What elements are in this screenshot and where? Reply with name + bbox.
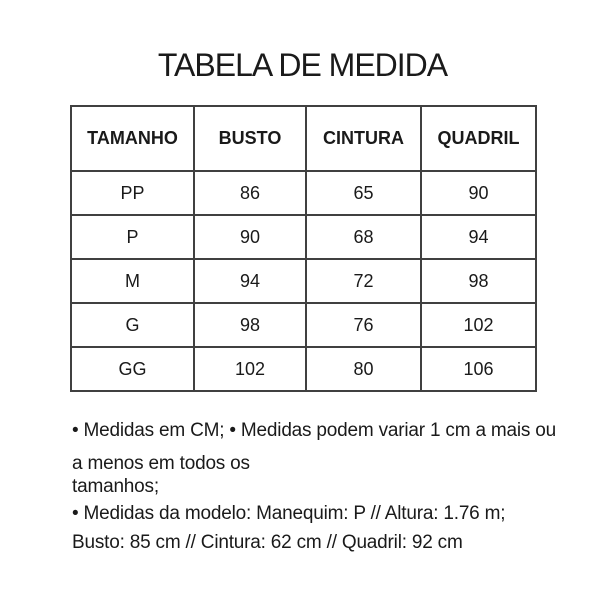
cell-cintura: 80 bbox=[306, 347, 421, 391]
header-busto: BUSTO bbox=[194, 106, 306, 171]
cell-cintura: 72 bbox=[306, 259, 421, 303]
table-row-p bbox=[71, 215, 536, 259]
header-cintura: CINTURA bbox=[306, 106, 421, 171]
page-title: TABELA DE MEDIDA bbox=[157, 47, 448, 83]
cell-busto: 94 bbox=[194, 259, 306, 303]
note-line-5: Busto: 85 cm // Cintura: 62 cm // Quadril: 92 cm bbox=[72, 532, 463, 553]
cell-cintura: 68 bbox=[306, 215, 421, 259]
cell-tamanho: G bbox=[71, 303, 194, 347]
cell-tamanho: M bbox=[71, 259, 194, 303]
cell-busto: 102 bbox=[194, 347, 306, 391]
cell-cintura: 76 bbox=[306, 303, 421, 347]
cell-quadril: 90 bbox=[421, 171, 536, 215]
cell-cintura: 65 bbox=[306, 171, 421, 215]
cell-tamanho: PP bbox=[71, 171, 194, 215]
note-line-2: a menos em todos os bbox=[72, 453, 250, 474]
header-quadril: QUADRIL bbox=[421, 106, 536, 171]
cell-busto: 86 bbox=[194, 171, 306, 215]
cell-quadril: 94 bbox=[421, 215, 536, 259]
cell-quadril: 98 bbox=[421, 259, 536, 303]
header-tamanho: TAMANHO bbox=[71, 106, 194, 171]
note-line-3: tamanhos; bbox=[72, 476, 159, 497]
table-header-row bbox=[71, 106, 536, 171]
cell-quadril: 106 bbox=[421, 347, 536, 391]
cell-quadril: 102 bbox=[421, 303, 536, 347]
table-row-m bbox=[71, 259, 536, 303]
cell-tamanho: GG bbox=[71, 347, 194, 391]
size-table bbox=[70, 105, 537, 392]
cell-busto: 98 bbox=[194, 303, 306, 347]
table-row-pp bbox=[71, 171, 536, 215]
cell-tamanho: P bbox=[71, 215, 194, 259]
note-line-4: • Medidas da modelo: Manequim: P // Altura: 1.76 m; bbox=[72, 503, 506, 524]
table-row-g bbox=[71, 303, 536, 347]
note-line-1: • Medidas em CM; • Medidas podem variar 1 cm a mais ou bbox=[72, 420, 557, 441]
cell-busto: 90 bbox=[194, 215, 306, 259]
table-row-gg bbox=[71, 347, 536, 391]
